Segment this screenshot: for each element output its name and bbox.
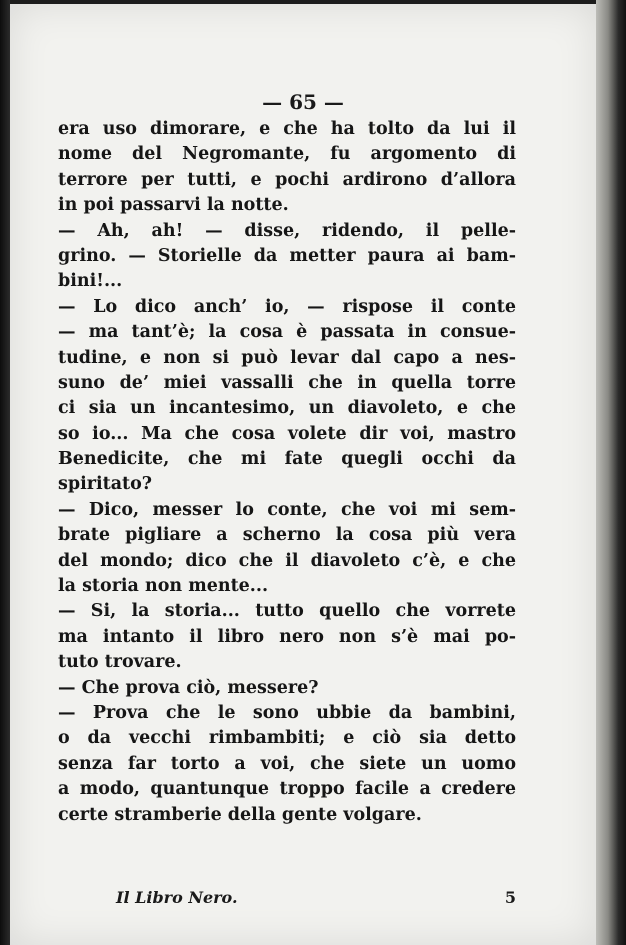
book-page [10, 4, 596, 945]
text-line: brate pigliare a scherno la cosa più vera [58, 525, 516, 546]
text-line: — Che prova ciò, messere? [58, 677, 319, 698]
text-line: Benedicite, che mi fate quegli occhi da [58, 449, 516, 470]
text-line: era uso dimorare, e che ha tolto da lui il [58, 119, 516, 139]
text-line: — Ah, ah! — disse, ridendo, il pelle- [58, 220, 516, 241]
text-line: nome del Negromante, fu argomento di [58, 144, 516, 165]
text-line: tudine, e non si può levar dal capo a nes- [58, 347, 516, 368]
text-line: ci sia un incantesimo, un diavoleto, e che [58, 398, 516, 419]
page-number: — 65 — [262, 90, 344, 114]
book-binding-edge [0, 0, 10, 945]
text-line: — Si, la storia... tutto quello che vorrete [58, 601, 516, 622]
text-line: terrore per tutti, e pochi ardirono d’allora [58, 169, 516, 190]
text-line: — ma tant’è; la cosa è passata in consue- [58, 322, 516, 343]
text-line: o da vecchi rimbambiti; e ciò sia detto [58, 728, 516, 749]
running-footer-title: Il Libro Nero. [116, 888, 238, 907]
text-line: — Prova che le sono ubbie da bambini, [58, 702, 516, 723]
text-line: spiritato? [58, 474, 153, 495]
text-line: bini!... [58, 271, 123, 292]
text-line: so io... Ma che cosa volete dir voi, mastro [58, 423, 516, 444]
page-footer [58, 888, 516, 914]
text-line: in poi passarvi la notte. [58, 195, 289, 216]
text-line: senza far torto a voi, che siete un uomo [58, 753, 516, 774]
page-stack-edge [596, 0, 626, 945]
text-line: del mondo; dico che il diavoleto c’è, e che [58, 550, 516, 571]
text-line: suno de’ miei vassalli che in quella torre [58, 372, 516, 393]
text-line: certe stramberie della gente volgare. [58, 804, 422, 825]
text-line: la storia non mente... [58, 576, 269, 597]
text-line: ma intanto il libro nero non s’è mai po- [58, 626, 516, 647]
signature-mark: 5 [504, 888, 516, 907]
text-line: — Dico, messer lo conte, che voi mi sem- [58, 499, 516, 520]
text-line: a modo, quantunque troppo facile a credere [58, 779, 516, 800]
text-line: — Lo dico anch’ io, — rispose il conte [58, 296, 516, 317]
page-body-text [58, 117, 516, 828]
text-line: tuto trovare. [58, 652, 182, 673]
text-line: grino. — Storielle da metter paura ai bam- [58, 245, 516, 266]
